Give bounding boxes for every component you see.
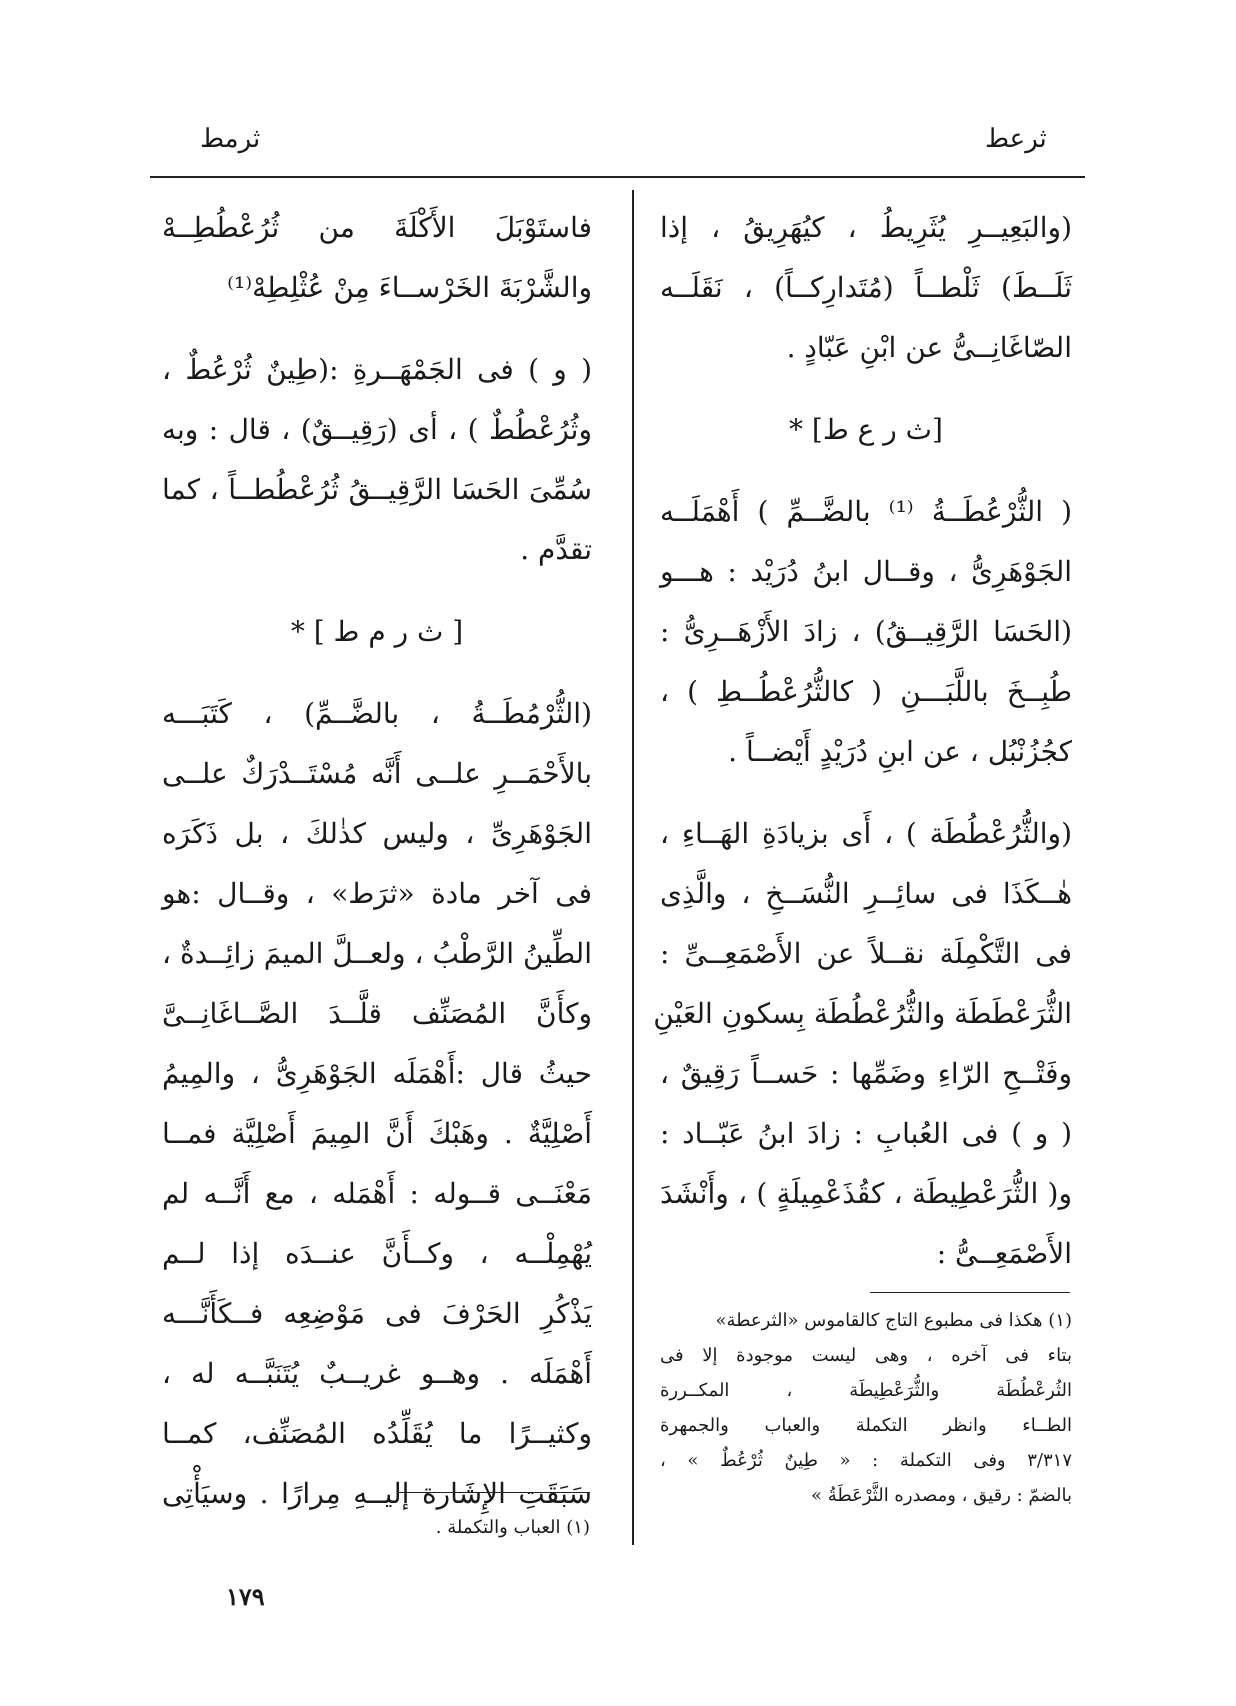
footnote-line: الطــاء وانظر التكملة والعباب والجمهرة bbox=[660, 1415, 1072, 1436]
text-line: وفَتْــحِ الرّاءِ وضَمِّها : حَســاً رَقِيقٌ ، bbox=[660, 1057, 1072, 1090]
right-column bbox=[653, 198, 1073, 1284]
footnote-line: بتاء فى آخره ، وهى ليست موجودة إلا فى bbox=[660, 1345, 1072, 1366]
text-line: الأَصْمَعِــىُّ : bbox=[936, 1237, 1072, 1270]
entry-paragraph bbox=[162, 684, 592, 1524]
text-line: (والثُّرُعْطُطَة ) ، أَى بزيادَةِ الهَــاءِ ، bbox=[660, 817, 1072, 850]
entry-paragraph bbox=[660, 198, 1072, 378]
text-line: الصّاغَانِــىُّ عن ابْنِ عَبّادٍ . bbox=[786, 331, 1072, 364]
text-line: الجَوْهَرِىِّ ، وليس كذٰلكَ ، بل ذَكَرَه bbox=[162, 817, 592, 850]
text-line: (الحَسَا الرَّقِيــقُ) ، زادَ الأَزْهَــرِىُّ : bbox=[660, 615, 1072, 648]
text-line: (والبَعِيــرِ يُثَرِيطُ ، كيُهَرِيقُ ، إذا bbox=[660, 211, 1072, 244]
text-line: الجَوْهَرِىُّ ، وقــال ابنُ دُرَيْد : هـــو bbox=[660, 555, 1072, 588]
entry-paragraph bbox=[653, 804, 1072, 1284]
footnote-line: بالضمّ : رقيق ، ومصدره الثَّرْعَطَةُ » bbox=[810, 1485, 1072, 1506]
footnote-line: ٣/٣١٧ وفى التكملة : « طِينٌ ثُرْعُطٌ » ، bbox=[660, 1450, 1072, 1471]
text-line: وثُرُعْطُطٌ ) ، أى (رَقِيــقٌ) ، قال : وبه bbox=[162, 413, 592, 446]
text-line: طُبِــخَ باللَّبَـــنِ ( كالثُّرُعْطُــطِ ) ، bbox=[660, 675, 1072, 708]
text-line: فى آخر مادة «ثرَط» ، وقــال :هو bbox=[162, 877, 592, 910]
verse bbox=[162, 198, 592, 318]
text-line: يَذْكُرِ الحَرْفَ فى مَوْضِعِه فــكَأَنَّـــه bbox=[162, 1297, 592, 1330]
text-line: كجُزُنْبُل ، عن ابنِ دُرَيْدٍ أَيْضــاً . bbox=[728, 735, 1072, 768]
entry-paragraph bbox=[660, 482, 1072, 782]
text-line: ( الثُّرْعُطَــةُ ⁽¹⁾ بالضَّــمِّ ) أَهْمَلَــه bbox=[660, 495, 1073, 528]
footnote-rule-right bbox=[870, 1292, 1070, 1293]
footnote-left bbox=[380, 1510, 590, 1545]
column-divider bbox=[632, 190, 634, 1545]
entry-paragraph bbox=[162, 340, 592, 580]
text-line: بالأَحْمَــرِ علــى أَنَّه مُسْتَــدْرَكٌ علــى bbox=[162, 757, 592, 790]
text-line: فى التَّكْمِلَة نقــلاً عن الأَصْمَعِــىِّ : bbox=[660, 937, 1072, 970]
page-number: ١٧٩ bbox=[226, 1582, 265, 1611]
text-line: الطِّينُ الرَّطْبُ ، ولعــلَّ الميمَ زائِــدةٌ ، bbox=[162, 937, 592, 970]
text-line: ( و ) فى الجَمْهَــرةِ :(طِينٌ ثُرْعُطٌ ، bbox=[162, 353, 592, 386]
footnote-line: (١) هكذا فى مطبوع التاج كالقاموس «الثرعطة» bbox=[715, 1310, 1072, 1331]
text-line: سَبَقَتِ الإِشَارة إليــهِ مِرارًا . وسيَأْتِى bbox=[162, 1477, 592, 1510]
text-line: سُمِّىَ الحَسَا الرَّقِيــقُ ثُرُعْطُطــاً ، كما bbox=[162, 473, 592, 506]
running-header-left: ثرمط bbox=[200, 124, 261, 154]
text-line: حيثُ قال :أَهْمَلَه الجَوْهَرِىُّ ، والمِيمُ bbox=[162, 1057, 592, 1090]
entry-heading: [ ث ر م ط ] * bbox=[290, 615, 464, 648]
left-column bbox=[162, 198, 592, 1524]
text-line: ( و ) فى العُبابِ : زادَ ابنُ عَبّــاد : bbox=[660, 1117, 1072, 1150]
verse-line: والشَّرْبَةَ الخَرْســاءَ مِنْ عُثْلِطِهْ⁽¹⁾ bbox=[227, 271, 592, 304]
text-line: وكأَنَّ المُصَنِّف قلَّــدَ الصَّــاغَانِــىَّ bbox=[162, 997, 592, 1030]
footnote-right bbox=[660, 1303, 1072, 1513]
footnote-line: الثُرعْطُطَة والثُّرَعْطِيطَة ، المكــررة bbox=[660, 1380, 1072, 1401]
text-line: وكثيــرًا ما يُقَلِّدُه المُصَنِّف، كمــا bbox=[162, 1417, 592, 1450]
text-line: هٰــكَذَا فى سائِــرِ النُّسَــخِ ، والَّذِى bbox=[660, 877, 1072, 910]
footnote-line: (١) العباب والتكملة . bbox=[435, 1517, 590, 1538]
header-rule bbox=[150, 176, 1085, 178]
footnote-rule-left bbox=[398, 1492, 590, 1493]
running-header-right: ثرعط bbox=[985, 124, 1047, 154]
text-line: أَصْلِيَّةٌ . وهَبْكَ أَنَّ المِيمَ أَصْلِيَّة فمــا bbox=[162, 1117, 592, 1150]
text-line: تقدَّم . bbox=[520, 533, 592, 566]
entry-heading: [ث ر ع ط] * bbox=[789, 413, 943, 446]
text-line: (الثُّرْمُطَــةُ ، بالضَّــمِّ) ، كَتَبَـــه bbox=[162, 697, 592, 730]
text-line: و( الثُّرَعْطِيطَة ، كقُذَعْمِيلَةٍ ) ، وأَنْشَدَ bbox=[660, 1177, 1072, 1210]
text-line: ثَلَــطَ) ثَلْطــاً (مُتَدارِكــاً) ، نَقَلَــه bbox=[660, 271, 1072, 304]
text-line: الثُّرَعْطَطَة والثُّرُعْطُطَة بِسكونِ العَيْنِ bbox=[653, 997, 1072, 1030]
text-line: أَهْمَلَه . وهــو غريــبٌ يُتَنَبَّــه له ، bbox=[162, 1357, 592, 1390]
text-line: يُهْمِلْــه ، وكــأَنَّ عنــدَه إذا لــم bbox=[162, 1237, 592, 1270]
verse-line: فاستَوْبَلَ الأَكْلَةَ من ثُرُعْطُطِــهْ bbox=[162, 211, 592, 244]
text-line: مَعْنَــى قــوله : أَهْمَله ، مع أَنَّــه لم bbox=[162, 1177, 592, 1210]
